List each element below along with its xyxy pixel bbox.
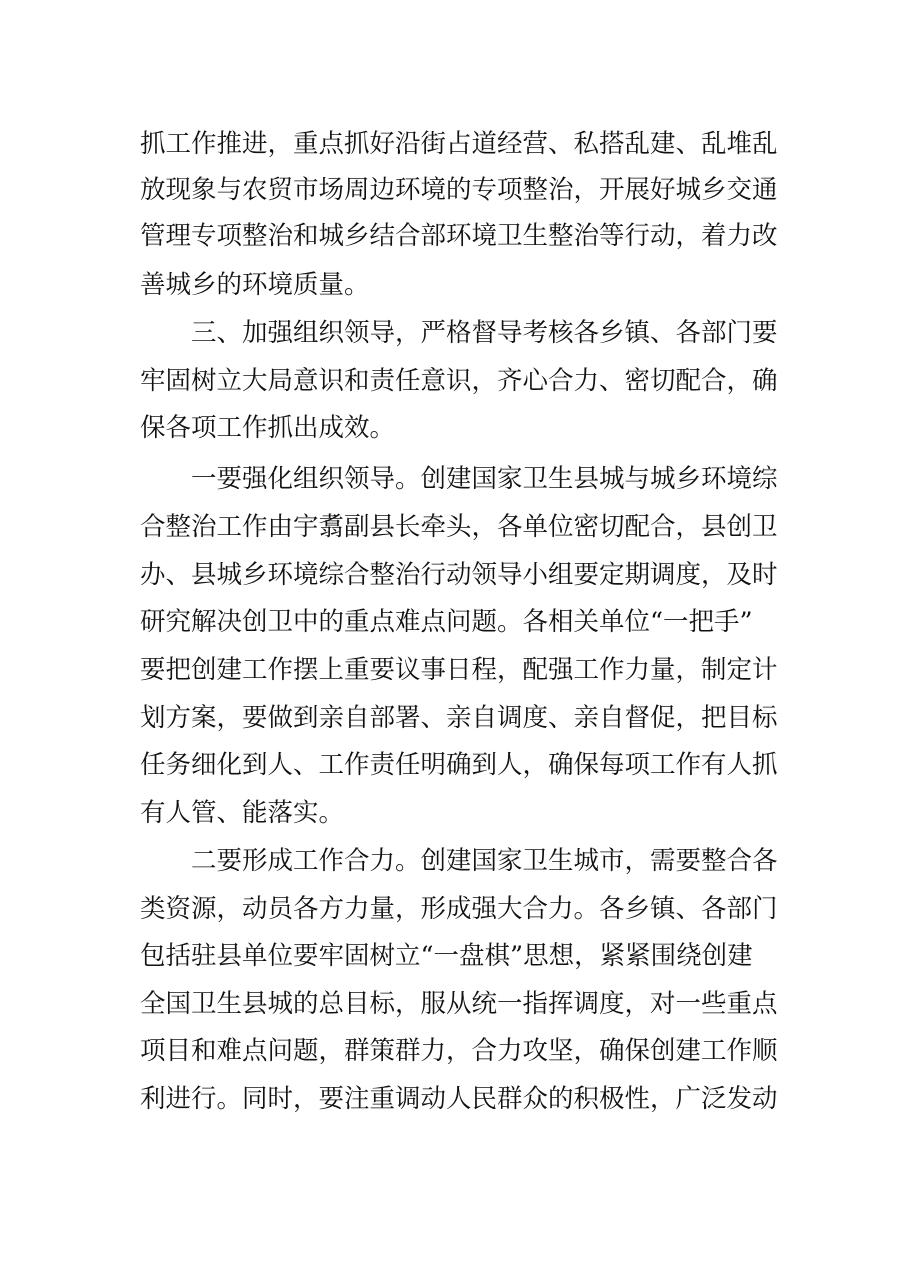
text-line: 任务细化到人、工作责任明确到人，确保每项工作有人抓 <box>140 750 778 780</box>
text-line: 牢固树立大局意识和责任意识，齐心合力、密切配合，确 <box>140 366 778 396</box>
text-line: 抓工作推进，重点抓好沿街占道经营、私搭乱建、乱堆乱 <box>140 129 778 159</box>
text-line: 合整治工作由宇翥副县长牵头，各单位密切配合，县创卫 <box>140 512 778 542</box>
text-line: 包括驻县单位要牢固树立“一盘棋”思想，紧紧围绕创建 <box>140 941 753 971</box>
paragraph-heading-line: 三、加强组织领导，严格督导考核各乡镇、各部门要 <box>191 318 778 348</box>
text-line: 利进行。同时，要注重调动人民群众的积极性，广泛发动 <box>140 1084 778 1114</box>
paragraph-heading-line: 二要形成工作合力。创建国家卫生城市，需要整合各 <box>191 846 778 876</box>
text-line: 类资源，动员各方力量，形成强大合力。各乡镇、各部门 <box>140 894 778 924</box>
text-line: 研究解决创卫中的重点难点问题。各相关单位“一把手” <box>140 607 753 637</box>
paragraph-heading-line: 一要强化组织领导。创建国家卫生县城与城乡环境综 <box>191 464 778 494</box>
text-line: 划方案，要做到亲自部署、亲自调度、亲自督促，把目标 <box>140 703 778 733</box>
text-line: 全国卫生县城的总目标，服从统一指挥调度，对一些重点 <box>140 989 778 1019</box>
text-line: 保各项工作抓出成效。 <box>140 413 396 443</box>
text-line: 管理专项整治和城乡结合部环境卫生整治等行动，着力改 <box>140 221 778 251</box>
text-line: 办、县城乡环境综合整治行动领导小组要定期调度，及时 <box>140 560 778 590</box>
text-line: 项目和难点问题，群策群力，合力攻坚，确保创建工作顺 <box>140 1036 778 1066</box>
text-line: 放现象与农贸市场周边环境的专项整治，开展好城乡交通 <box>140 175 778 205</box>
text-line: 有人管、能落实。 <box>140 798 345 828</box>
text-line: 善城乡的环境质量。 <box>140 270 370 300</box>
text-line: 要把创建工作摆上重要议事日程，配强工作力量，制定计 <box>140 655 778 685</box>
